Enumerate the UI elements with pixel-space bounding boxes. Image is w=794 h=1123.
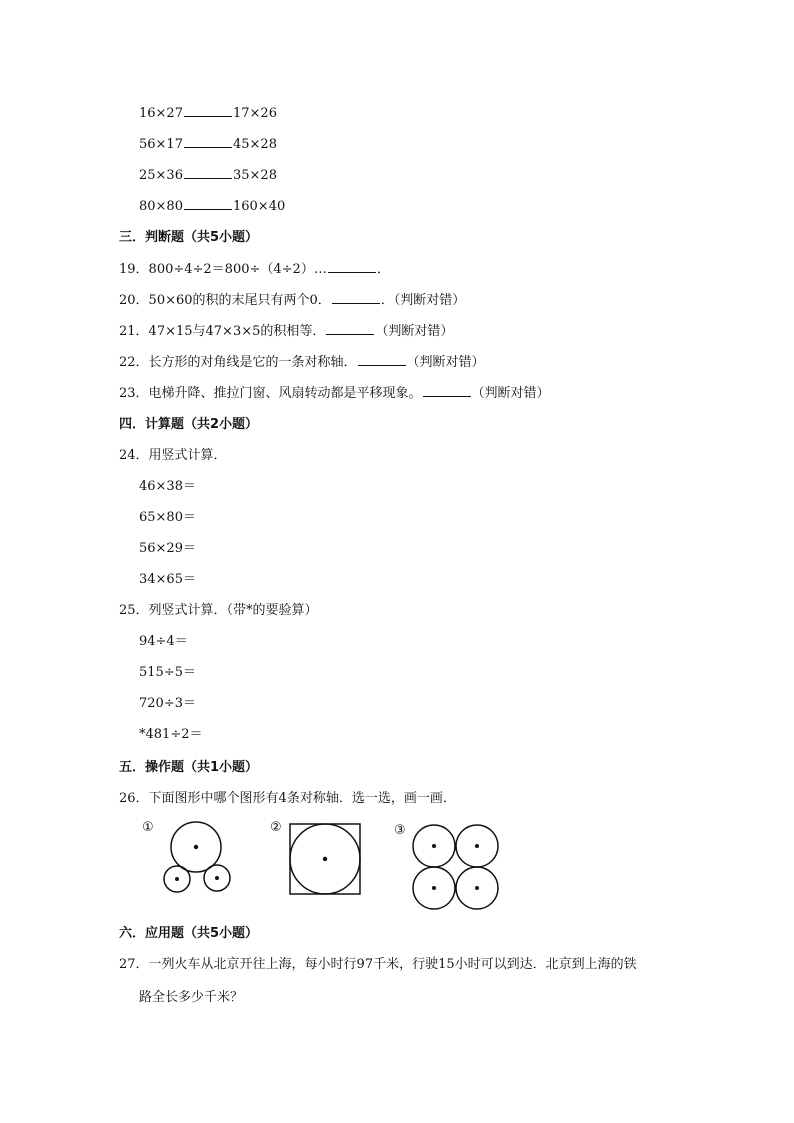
- question-tail: ．（判断对错）: [380, 293, 466, 308]
- question-26: 26．下面图形中哪个图形有4条对称轴．选一选，画一画．: [119, 791, 456, 806]
- question-21: [119, 322, 453, 341]
- question-19: [119, 260, 390, 279]
- answer-blank[interactable]: [184, 104, 232, 117]
- question-text: 21．47×15与47×3×5的积相等．: [119, 324, 326, 339]
- question-text: 19．800÷4÷2＝800÷（4÷2）…: [119, 262, 327, 277]
- compare-item: [139, 166, 277, 185]
- calc-item: 94÷4＝: [139, 634, 188, 649]
- compare-item: [139, 197, 285, 216]
- question-tail: （判断对错）: [375, 324, 454, 339]
- section-heading: 五．操作题（共1小题）: [119, 760, 259, 775]
- question-27: 27．一列火车从北京开往上海，每小时行97千米，行驶15小时可以到达．北京到上海的铁: [119, 957, 637, 972]
- answer-blank[interactable]: [358, 353, 406, 366]
- question-22: [119, 353, 485, 372]
- section-heading: 三．判断题（共5小题）: [119, 230, 259, 245]
- question-tail: （判断对错）: [406, 355, 485, 370]
- figure-label-1: ①: [142, 820, 154, 835]
- figure-2-circle-in-square[interactable]: [287, 821, 363, 897]
- figure-1-three-circles[interactable]: [160, 818, 240, 898]
- answer-blank[interactable]: [184, 166, 232, 179]
- question-23: [119, 384, 550, 403]
- calc-item: 34×65＝: [139, 572, 196, 587]
- question-text: 23．电梯升降、推拉门窗、风扇转动都是平移现象。: [119, 386, 422, 401]
- question-25: 25．列竖式计算．（带*的要验算）: [119, 603, 318, 618]
- compare-right: 17×26: [232, 106, 277, 121]
- compare-item: [139, 135, 277, 154]
- compare-left: 80×80: [139, 199, 183, 214]
- calc-item: 515÷5＝: [139, 665, 196, 680]
- calc-item: 65×80＝: [139, 510, 196, 525]
- figure-label-2: ②: [270, 820, 282, 835]
- question-tail: ．: [376, 262, 390, 277]
- calc-item: *481÷2＝: [139, 727, 203, 742]
- figure-label-3: ③: [394, 823, 406, 838]
- figure-3-four-circles[interactable]: [411, 822, 501, 912]
- calc-item: 56×29＝: [139, 541, 196, 556]
- question-27-continued: 路全长多少千米？: [139, 990, 244, 1005]
- compare-right: 45×28: [232, 137, 277, 152]
- compare-left: 16×27: [139, 106, 183, 121]
- compare-right: 35×28: [232, 168, 277, 183]
- answer-blank[interactable]: [184, 197, 232, 210]
- question-tail: （判断对错）: [471, 386, 550, 401]
- answer-blank[interactable]: [326, 322, 374, 335]
- question-text: 20．50×60的积的末尾只有两个0．: [119, 293, 331, 308]
- compare-item: [139, 104, 277, 123]
- compare-left: 25×36: [139, 168, 183, 183]
- question-24: 24．用竖式计算．: [119, 448, 227, 463]
- answer-blank[interactable]: [332, 291, 380, 304]
- calc-item: 46×38＝: [139, 479, 196, 494]
- question-20: [119, 291, 465, 310]
- answer-blank[interactable]: [328, 260, 376, 273]
- compare-left: 56×17: [139, 137, 183, 152]
- compare-right: 160×40: [232, 199, 286, 214]
- section-heading: 六．应用题（共5小题）: [119, 926, 259, 941]
- calc-item: 720÷3＝: [139, 696, 196, 711]
- answer-blank[interactable]: [423, 384, 471, 397]
- answer-blank[interactable]: [184, 135, 232, 148]
- question-text: 22．长方形的对角线是它的一条对称轴．: [119, 355, 357, 370]
- section-heading: 四．计算题（共2小题）: [119, 417, 259, 432]
